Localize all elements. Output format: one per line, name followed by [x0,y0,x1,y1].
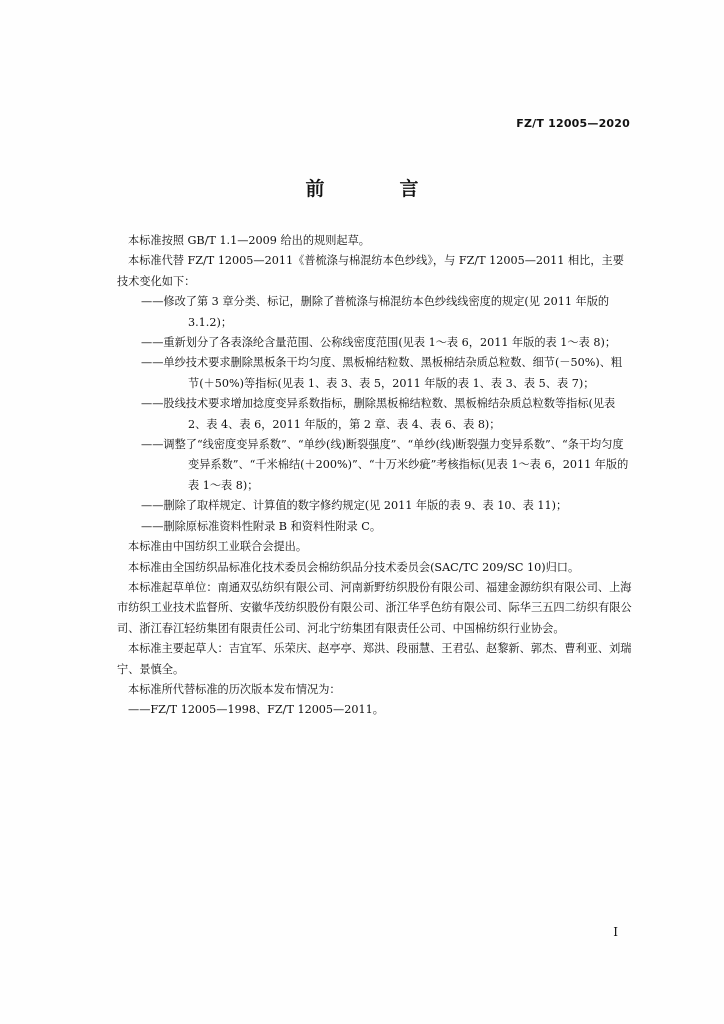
change-item: ——修改了第 3 章分类、标记，删除了普梳涤与棉混纺本色纱线线密度的规定(见 2011 年版的 3.1.2)； [141,295,610,329]
change-item: ——调整了“线密度变异系数”、“单纱(线)断裂强度”、“单纱(线)断裂强力变异系数”、“条干均匀度变异系数”、“千米棉结(＋200%)”、“十万米纱疵”考核指标(见表 1～表 6，2011 年版的表 1～表 8)； [141,438,629,492]
page-number: I [613,925,618,939]
change-item: ——单纱技术要求删除黑板条干均匀度、黑板棉结粒数、黑板棉结杂质总粒数、细节(－50%)、粗节(＋50%)等指标(见表 1、表 3、表 5，2011 年版的表 1、表 3、表 5、表 7)； [141,356,623,390]
paragraph-drafters: 本标准主要起草人：吉宜军、乐荣庆、赵亭亭、郑洪、段丽慧、王君弘、赵黎新、郭杰、曹利亚、刘瑞宁、景慎全。 [117,642,632,676]
paragraph-replacement: 本标准代替 FZ/T 12005—2011《普梳涤与棉混纺本色纱线》，与 FZ/T 12005—2011 相比，主要技术变化如下： [117,254,624,288]
standard-code: FZ/T 12005—2020 [516,117,630,130]
paragraph-proposed-by: 本标准由中国纺织工业联合会提出。 [128,540,308,554]
paragraph-history-intro: 本标准所代替标准的历次版本发布情况为： [128,682,341,696]
paragraph-drafting-rules: 本标准按照 GB/T 1.1—2009 给出的规则起草。 [128,234,370,247]
foreword-body [117,231,633,721]
paragraph-history: ——FZ/T 12005—1998、FZ/T 12005—2011。 [128,703,384,717]
paragraph-drafting-units: 本标准起草单位：南通双弘纺织有限公司、河南新野纺织股份有限公司、福建金源纺织有限公司、上海市纺织工业技术监督所、安徽华茂纺织股份有限公司、浙江华孚色纺有限公司、际华三五四二纺织有限公司、浙江春江轻纺集团有限责任公司、河北宁纺集团有限责任公司、中国棉纺织行业协会。 [117,580,632,635]
change-item: ——股线技术要求增加捻度变异系数指标，删除黑板棉结粒数、黑板棉结杂质总粒数等指标(见表 2、表 4、表 6，2011 年版的，第 2 章、表 4、表 6、表 8)； [141,397,616,431]
change-item: ——重新划分了各表涤纶含量范围、公称线密度范围(见表 1～表 6，2011 年版的表 1～表 8)； [141,336,617,350]
change-list [117,292,633,537]
page-title: 前 言 [305,178,447,200]
change-item: ——删除了取样规定、计算值的数字修约规定(见 2011 年版的表 9、表 10、表 11)； [141,499,568,513]
paragraph-committee: 本标准由全国纺织品标准化技术委员会棉纺织品分技术委员会(SAC/TC 209/SC 10)归口。 [128,560,580,574]
change-item: ——删除原标准资料性附录 B 和资料性附录 C。 [141,519,382,533]
